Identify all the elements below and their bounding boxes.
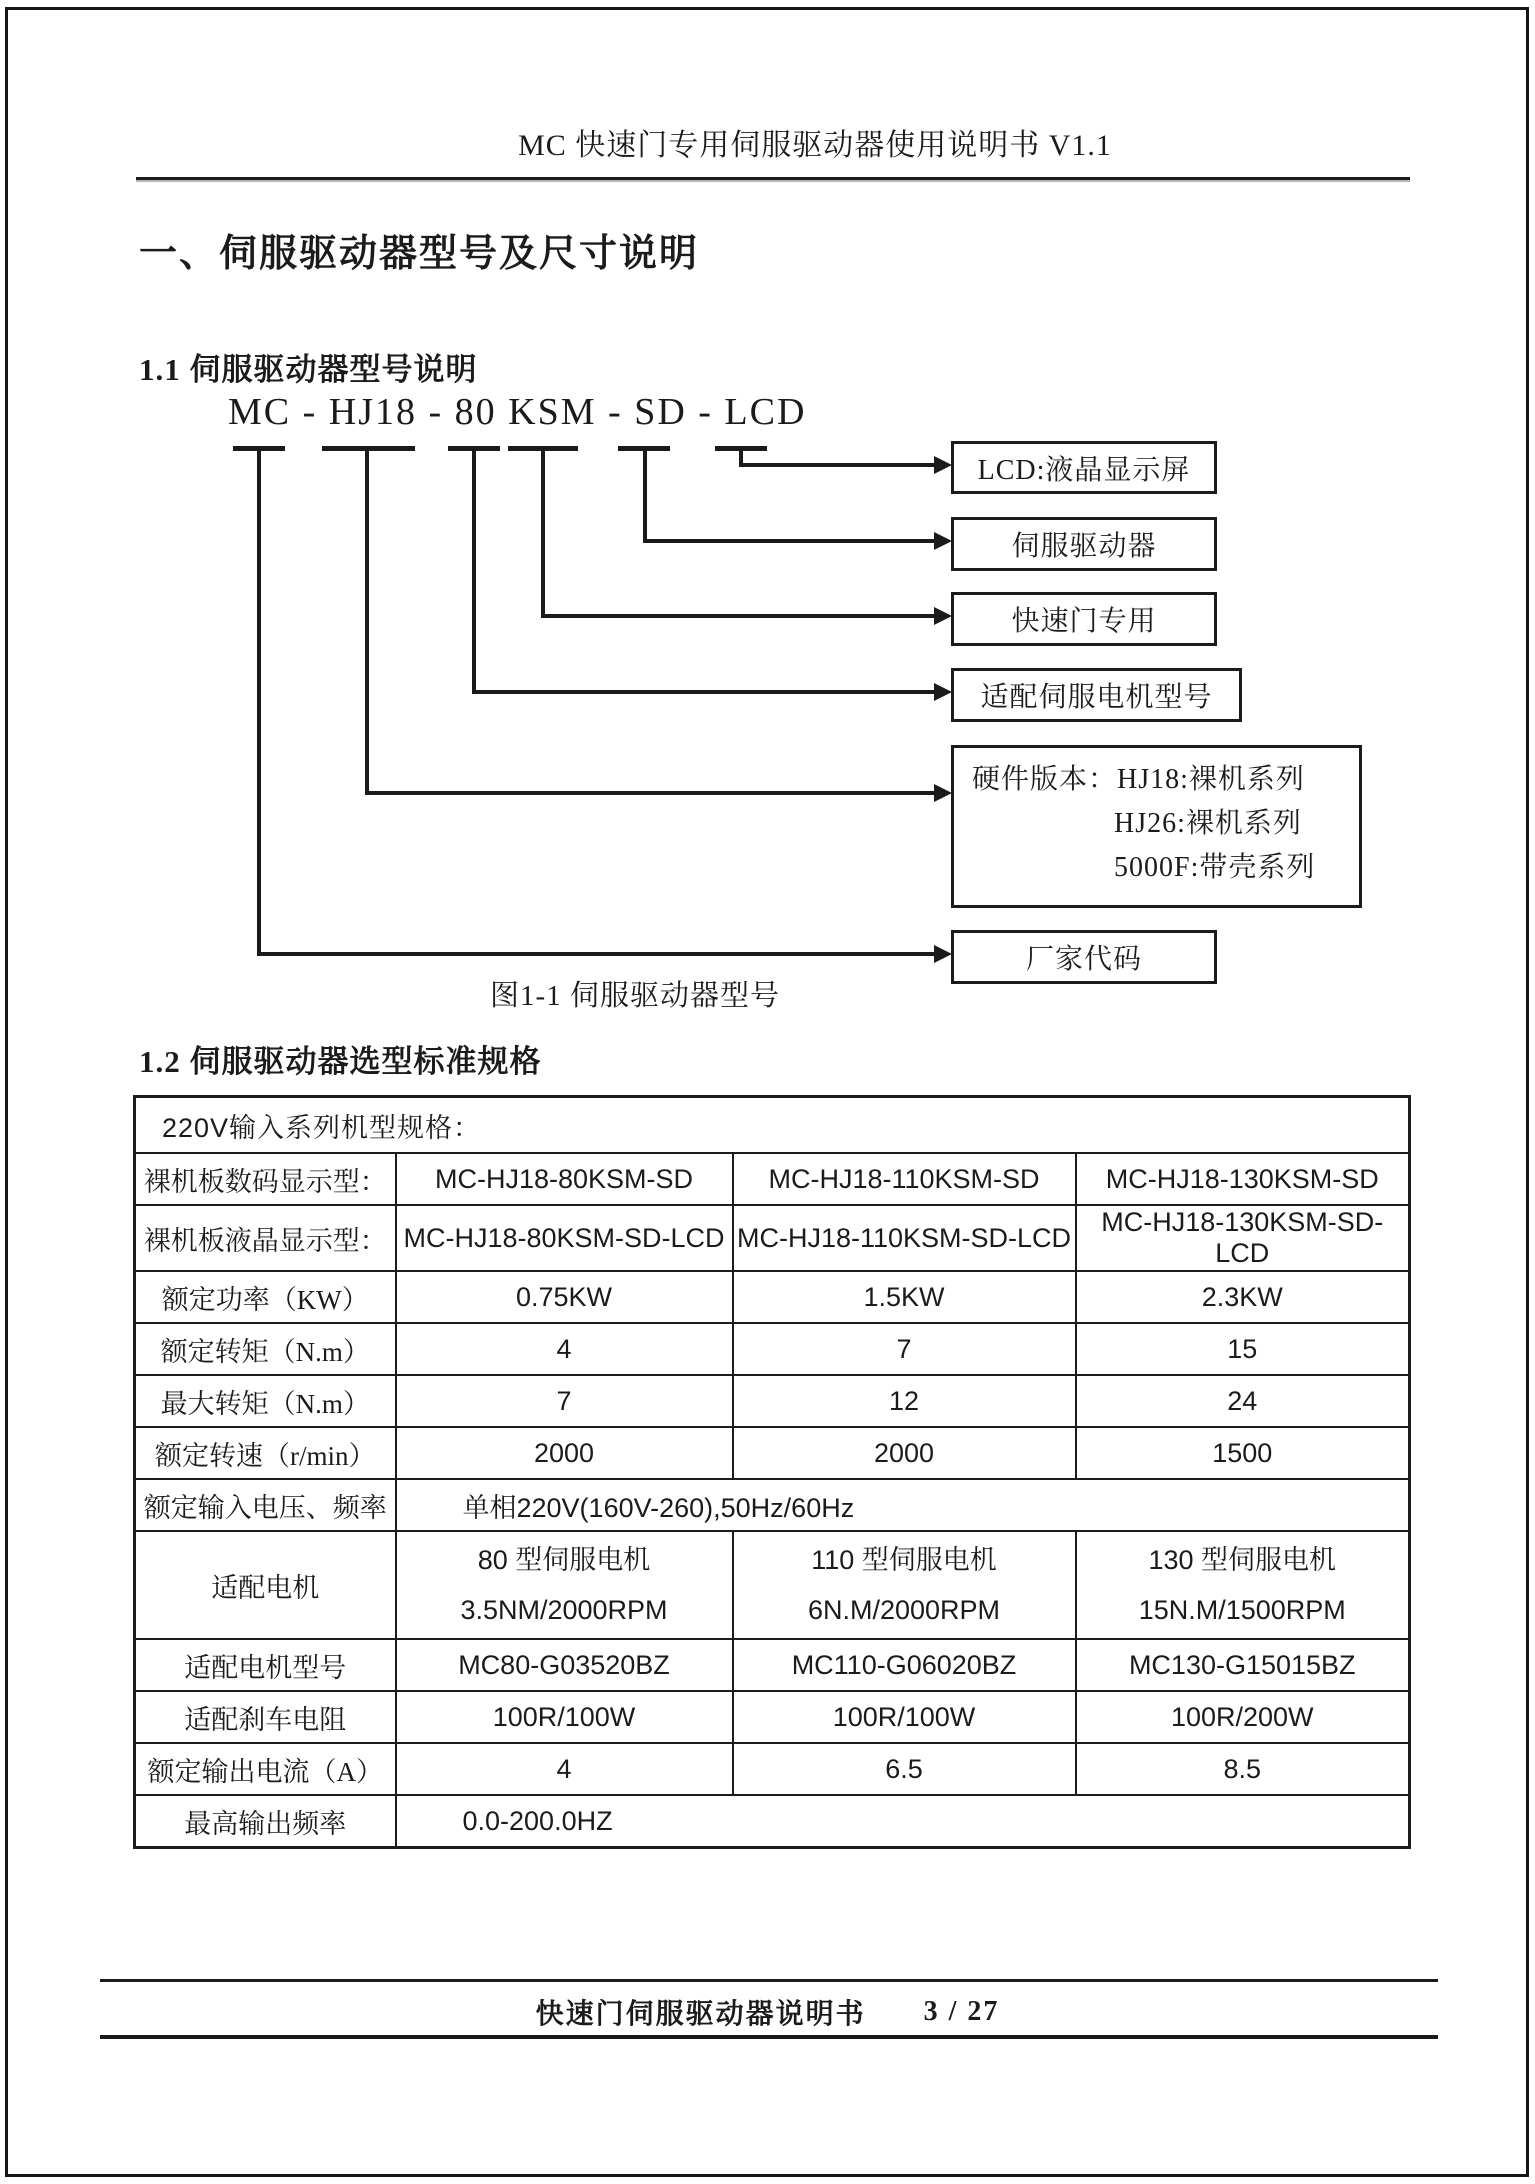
model-number-diagram: [0, 390, 1535, 1035]
table-cell-value: MC130-G15015BZ: [1076, 1639, 1410, 1691]
table-row: [135, 1795, 1410, 1848]
table-row-label: 适配电机型号: [135, 1639, 396, 1691]
label-box-servo-driver-text: 伺服驱动器: [1011, 531, 1157, 562]
table-cell-value: 15: [1076, 1323, 1410, 1375]
table-cell-value: MC-HJ18-130KSM-SD-LCD: [1076, 1205, 1410, 1271]
label-box-lcd-text: LCD:液晶显示屏: [977, 454, 1191, 486]
table-cell-line: 130 型伺服电机: [1148, 1545, 1337, 1575]
table-row: [135, 1205, 1410, 1271]
header-divider: [136, 177, 1410, 180]
table-cell-value: 2.3KW: [1076, 1271, 1410, 1323]
table-cell-value: MC-HJ18-130KSM-SD: [1076, 1153, 1410, 1205]
label-box-motor-model-text: 适配伺服电机型号: [980, 682, 1213, 713]
diagram-connector-lines: [0, 390, 1535, 1035]
table-cell-value: 1500: [1076, 1427, 1410, 1479]
footer-divider-top: [100, 1979, 1438, 1982]
table-cell-value: MC-HJ18-110KSM-SD: [733, 1153, 1076, 1205]
table-row: [135, 1375, 1410, 1427]
table-cell-value: MC110-G06020BZ: [733, 1639, 1076, 1691]
table-row-label: 裸机板数码显示型：: [135, 1153, 396, 1205]
table-cell-value: 0.75KW: [396, 1271, 733, 1323]
footer-doc-name: 快速门伺服驱动器说明书: [535, 1999, 866, 2030]
label-box-motor-model: [951, 668, 1242, 722]
table-row: [135, 1271, 1410, 1323]
table-cell-line: 6N.M/2000RPM: [807, 1595, 1001, 1625]
hardware-version-line-2: HJ26:裸机系列: [1114, 808, 1302, 839]
section-1-2-title: 1.2 伺服驱动器选型标准规格: [139, 1044, 542, 1079]
table-row: [135, 1691, 1410, 1743]
hardware-version-line-3: 5000F:带壳系列: [1114, 852, 1316, 883]
label-box-fast-door: [951, 592, 1217, 646]
table-cell-line: 15N.M/1500RPM: [1138, 1595, 1346, 1625]
table-cell-value: [733, 1531, 1076, 1639]
footer-page-number: 3 / 27: [923, 1996, 1000, 2027]
table-merged-value: 单相220V(160V-260),50Hz/60Hz: [396, 1479, 1410, 1531]
table-row: [135, 1153, 1410, 1205]
table-cell-value: 6.5: [733, 1743, 1076, 1795]
table-row-label: 适配刹车电阻: [135, 1691, 396, 1743]
page-border: [5, 7, 1529, 2177]
table-row-label: 裸机板液晶显示型：: [135, 1205, 396, 1271]
table-cell-line: 3.5NM/2000RPM: [460, 1595, 668, 1625]
table-row-label: 额定转速（r/min）: [135, 1427, 396, 1479]
table-row: [135, 1097, 1410, 1154]
table-row-label: 额定功率（KW）: [135, 1271, 396, 1323]
label-box-factory-code-text: 厂家代码: [1025, 944, 1142, 975]
table-cell-value: 12: [733, 1375, 1076, 1427]
table-row-label: 额定输入电压、频率: [135, 1479, 396, 1531]
table-cell-value: MC-HJ18-80KSM-SD-LCD: [396, 1205, 733, 1271]
table-row: [135, 1479, 1410, 1531]
label-box-lcd: [951, 441, 1217, 494]
table-cell-value: 2000: [396, 1427, 733, 1479]
table-cell-value: 24: [1076, 1375, 1410, 1427]
table-row-label: 适配电机: [135, 1531, 396, 1639]
spec-table: [133, 1095, 1411, 1849]
table-row: [135, 1427, 1410, 1479]
table-row: [135, 1743, 1410, 1795]
table-cell-line: 110 型伺服电机: [811, 1545, 997, 1575]
table-cell-value: 4: [396, 1323, 733, 1375]
table-row: [135, 1323, 1410, 1375]
table-cell-value: 1.5KW: [733, 1271, 1076, 1323]
label-box-hardware-version: [951, 745, 1362, 908]
table-row-label: 最大转矩（N.m）: [135, 1375, 396, 1427]
table-cell-value: [1076, 1531, 1410, 1639]
footer: [0, 1992, 1535, 2032]
table-row-label: 额定输出电流（A）: [135, 1743, 396, 1795]
table-row-label: 额定转矩（N.m）: [135, 1323, 396, 1375]
document-title: MC 快速门专用伺服驱动器使用说明书 V1.1: [518, 129, 1112, 162]
label-box-servo-driver: [951, 517, 1217, 571]
model-number-string: MC - HJ18 - 80 KSM - SD - LCD: [228, 391, 807, 433]
table-row-label: 最高输出频率: [135, 1795, 396, 1848]
table-cell-value: MC80-G03520BZ: [396, 1639, 733, 1691]
table-cell-value: 4: [396, 1743, 733, 1795]
table-row: [135, 1639, 1410, 1691]
spec-table-body: [135, 1097, 1410, 1848]
table-cell-value: 100R/100W: [396, 1691, 733, 1743]
table-cell-value: 100R/200W: [1076, 1691, 1410, 1743]
label-box-factory-code: [951, 930, 1217, 984]
section-1-title: 一、伺服驱动器型号及尺寸说明: [139, 233, 700, 275]
table-cell-line: 80 型伺服电机: [477, 1545, 651, 1575]
table-cell-value: 7: [396, 1375, 733, 1427]
hardware-version-line-1: 硬件版本：HJ18:裸机系列: [972, 764, 1305, 795]
table-cell-value: MC-HJ18-110KSM-SD-LCD: [733, 1205, 1076, 1271]
table-cell-value: MC-HJ18-80KSM-SD: [396, 1153, 733, 1205]
table-cell-value: 7: [733, 1323, 1076, 1375]
section-1-1-title: 1.1 伺服驱动器型号说明: [139, 352, 478, 387]
table-cell-value: 100R/100W: [733, 1691, 1076, 1743]
table-section-header: 220V输入系列机型规格：: [135, 1097, 1410, 1154]
footer-divider-bottom: [100, 2035, 1438, 2039]
table-merged-value: 0.0-200.0HZ: [396, 1795, 1410, 1848]
table-cell-value: [396, 1531, 733, 1639]
table-cell-value: 8.5: [1076, 1743, 1410, 1795]
table-cell-value: 2000: [733, 1427, 1076, 1479]
label-box-fast-door-text: 快速门专用: [1011, 606, 1157, 637]
table-row: [135, 1531, 1410, 1639]
figure-caption: 图1-1 伺服驱动器型号: [490, 980, 780, 1012]
